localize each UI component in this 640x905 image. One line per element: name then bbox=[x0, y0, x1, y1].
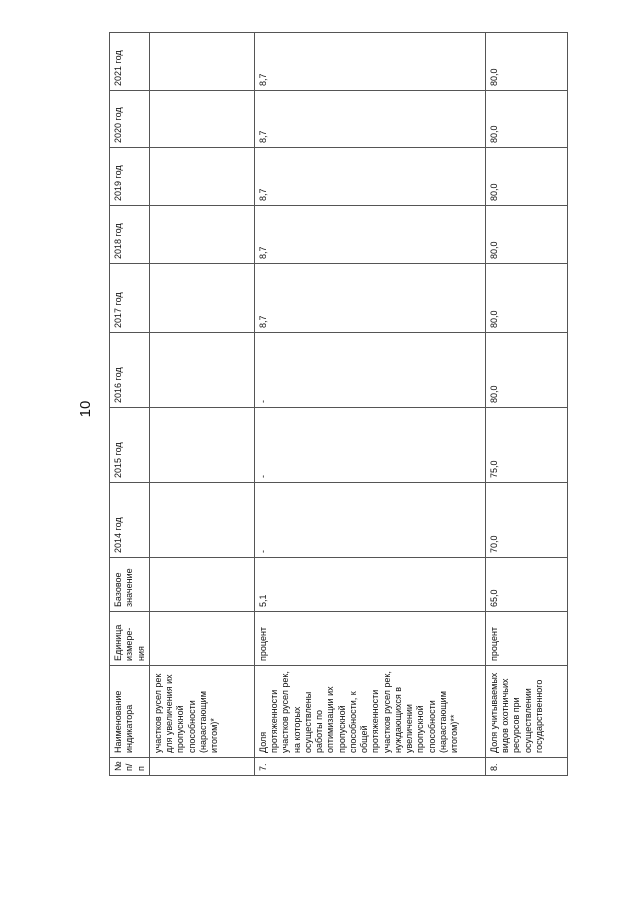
row-2015 bbox=[149, 408, 254, 483]
row-base bbox=[149, 558, 254, 612]
row-2016: 80,0 bbox=[485, 333, 567, 408]
row-2018 bbox=[149, 206, 254, 264]
header-unit: Единица измере-ния bbox=[110, 612, 150, 666]
header-2017: 2017 год bbox=[110, 264, 150, 333]
row-2018: 8,7 bbox=[254, 206, 485, 264]
row-2014: 70,0 bbox=[485, 483, 567, 558]
row-2018: 80,0 bbox=[485, 206, 567, 264]
row-2021: 80,0 bbox=[485, 33, 567, 91]
table-row bbox=[254, 33, 485, 776]
row-2020: 80,0 bbox=[485, 91, 567, 148]
row-2019: 8,7 bbox=[254, 148, 485, 206]
row-2021 bbox=[149, 33, 254, 91]
row-unit: процент bbox=[254, 612, 485, 666]
header-2016: 2016 год bbox=[110, 333, 150, 408]
row-2019: 80,0 bbox=[485, 148, 567, 206]
row-2019 bbox=[149, 148, 254, 206]
table-row bbox=[485, 33, 567, 776]
row-name: Доля протяженности участков русел рек, на которых осуществлены работы по оптимизации их пропускной способности, к общей протяженности участков русел рек, нуждающихся в увеличении пропускной способности (нарастающим итогом)** bbox=[254, 666, 485, 758]
indicators-table bbox=[109, 32, 568, 776]
header-2014: 2014 год bbox=[110, 483, 150, 558]
row-2015: 75,0 bbox=[485, 408, 567, 483]
row-2021: 8,7 bbox=[254, 33, 485, 91]
row-unit: процент bbox=[485, 612, 567, 666]
row-2020 bbox=[149, 91, 254, 148]
row-base: 65,0 bbox=[485, 558, 567, 612]
header-name: Наименование индикатора bbox=[110, 666, 150, 758]
page-number: 10 bbox=[77, 400, 94, 418]
header-2018: 2018 год bbox=[110, 206, 150, 264]
row-2016: - bbox=[254, 333, 485, 408]
row-2017: 80,0 bbox=[485, 264, 567, 333]
header-2021: 2021 год bbox=[110, 33, 150, 91]
row-num: 7. bbox=[254, 758, 485, 776]
header-2020: 2020 год bbox=[110, 91, 150, 148]
row-num: 8. bbox=[485, 758, 567, 776]
rotated-table-wrapper bbox=[109, 33, 559, 776]
row-2014: - bbox=[254, 483, 485, 558]
row-unit bbox=[149, 612, 254, 666]
header-num: № п/п bbox=[110, 758, 150, 776]
header-2019: 2019 год bbox=[110, 148, 150, 206]
row-num bbox=[149, 758, 254, 776]
row-name: Доля учитываемых видов охотничьих ресурсов при осуществлении государственного bbox=[485, 666, 567, 758]
row-2014 bbox=[149, 483, 254, 558]
row-2015: - bbox=[254, 408, 485, 483]
row-base: 5,1 bbox=[254, 558, 485, 612]
row-2017 bbox=[149, 264, 254, 333]
row-2020: 8,7 bbox=[254, 91, 485, 148]
row-2017: 8,7 bbox=[254, 264, 485, 333]
header-base: Базовое значение bbox=[110, 558, 150, 612]
table-row bbox=[149, 33, 254, 776]
row-2016 bbox=[149, 333, 254, 408]
header-row bbox=[110, 33, 150, 776]
header-2015: 2015 год bbox=[110, 408, 150, 483]
row-name: участков русел рек для увеличения их пропускной способности (нарастающим итогом)* bbox=[149, 666, 254, 758]
